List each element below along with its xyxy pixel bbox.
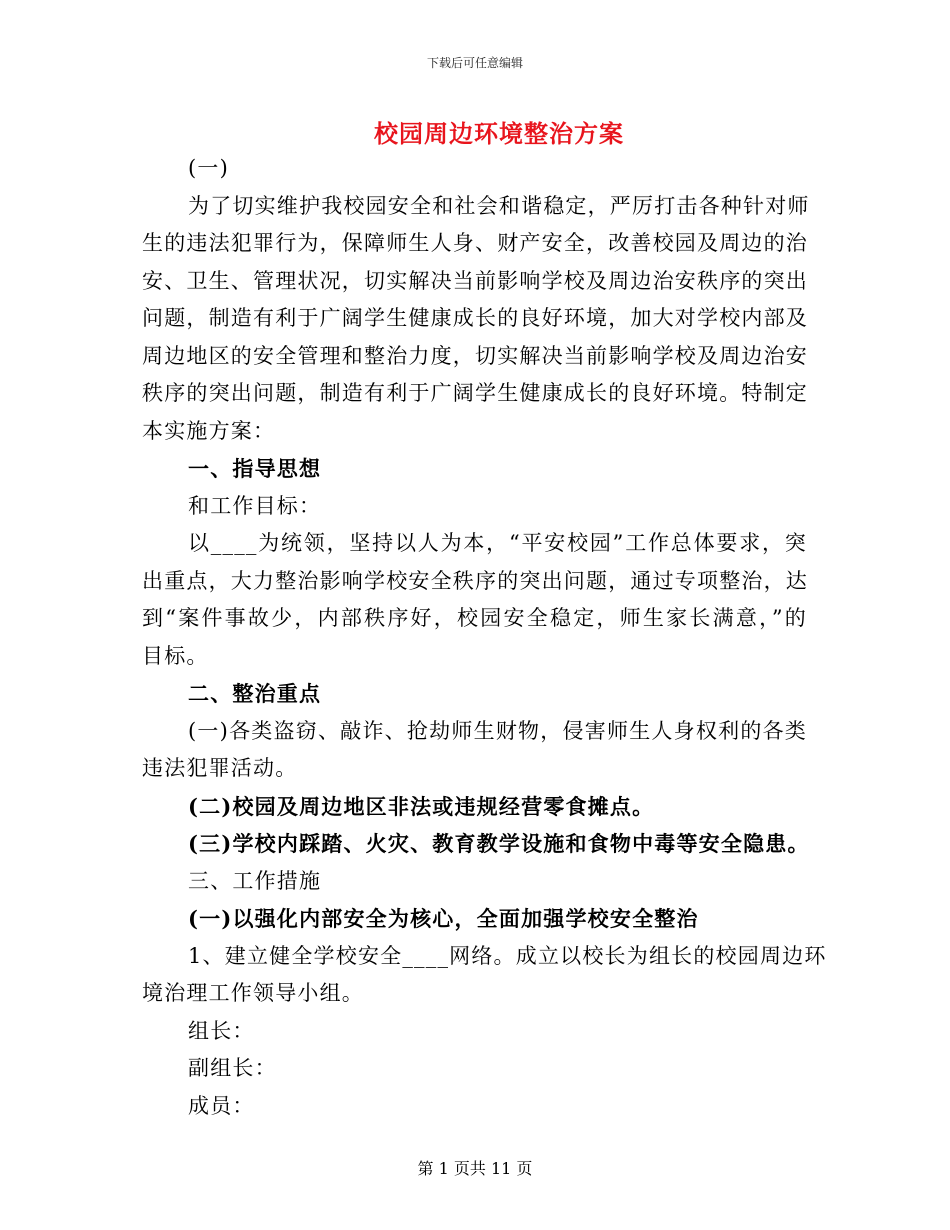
body-line: 以____为统领，坚持以人为本，“平安校园”工作总体要求，突 [188, 531, 807, 555]
body-line: (三)学校内踩踏、火灾、教育教学设施和食物中毒等安全隐患。 [188, 831, 810, 856]
body-line: 出重点，大力整治影响学校安全秩序的突出问题，通过专项整治，达 [142, 568, 808, 593]
body-line: 目标。 [142, 643, 209, 668]
body-line: (一) [188, 156, 229, 180]
body-line: 秩序的突出问题，制造有利于广阔学生健康成长的良好环境。特制定 [142, 381, 808, 405]
body-line: 违法犯罪活动。 [142, 756, 298, 780]
body-line: (一)各类盗窃、敲诈、抢劫师生财物，侵害师生人身权利的各类 [188, 718, 807, 743]
body-line: 生的违法犯罪行为，保障师生人身、财产安全，改善校园及周边的治 [142, 231, 808, 255]
body-line: 和工作目标： [188, 493, 322, 518]
body-line: 一、指导思想 [188, 456, 322, 481]
body-line: 安、卫生、管理状况，切实解决当前影响学校及周边治安秩序的突出 [142, 268, 808, 293]
body-line: (一)以强化内部安全为核心，全面加强学校安全整治 [188, 906, 699, 931]
body-line: 副组长： [188, 1056, 277, 1080]
body-line: 到“案件事故少，内部秩序好，校园安全稳定，师生家长满意，”的 [142, 606, 807, 630]
body-line: 1、建立健全学校安全____网络。成立以校长为组长的校园周边环 [188, 943, 827, 968]
body-line: 二、整治重点 [188, 681, 322, 706]
body-line: 周边地区的安全管理和整治力度，切实解决当前影响学校及周边治安 [142, 343, 808, 368]
body-line: 成员： [188, 1093, 255, 1118]
body-line: (二)校园及周边地区非法或违规经营零食摊点。 [188, 793, 655, 819]
body-line: 境治理工作领导小组。 [142, 981, 364, 1005]
body-line: 问题，制造有利于广阔学生健康成长的良好环境，加大对学校内部及 [142, 306, 808, 330]
body-line: 组长： [188, 1018, 255, 1043]
header-note: 下载后可任意编辑 [426, 56, 523, 70]
body-line: 为了切实维护我校园安全和社会和谐稳定，严厉打击各种针对师 [188, 193, 810, 218]
document-title: 校园周边环境整治方案 [374, 119, 624, 148]
page-footer: 第 1 页共 11 页 [417, 1159, 533, 1178]
body-line: 本实施方案： [142, 418, 276, 443]
document-body [142, 150, 827, 1125]
body-line: 三、工作措施 [188, 868, 322, 893]
